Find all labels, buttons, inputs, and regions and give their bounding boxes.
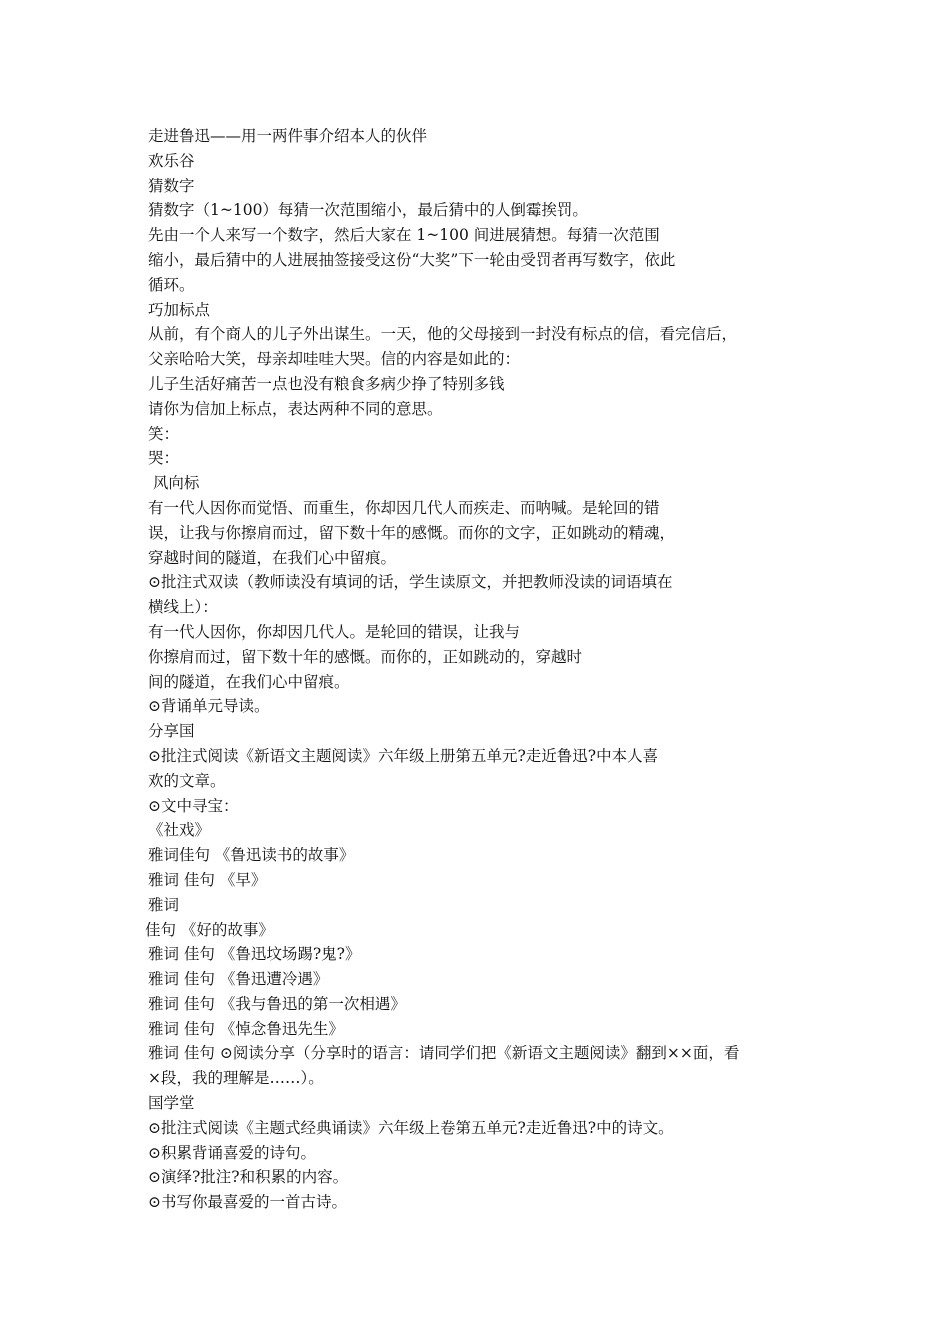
book-title-line: 雅词 佳句 《悼念鲁迅先生》 <box>148 1019 344 1038</box>
subsection-heading: 猜数字 <box>148 176 195 195</box>
paragraph-line: 儿子生活好痛苦一点也没有粮食多病少挣了特别多钱 <box>148 374 505 393</box>
document-title: 走进鲁迅——用一两件事介绍本人的伙伴 <box>148 127 428 145</box>
paragraph-line: 请你为信加上标点，表达两种不同的意思。 <box>148 399 443 418</box>
list-item: ⊙文中寻宝： <box>148 796 239 815</box>
list-item: ⊙演绎?批注?和积累的内容。 <box>148 1168 349 1187</box>
paragraph-line: 有一代人因你而觉悟、而重生，你却因几代人而疾走、而呐喊。是轮回的错 <box>148 498 660 517</box>
book-title-line: 雅词 <box>148 895 180 914</box>
book-title-line: 雅词 佳句 《早》 <box>148 870 267 889</box>
list-item: ⊙批注式双读（教师读没有填词的话，学生读原文，并把教师没读的词语填在 <box>148 573 673 592</box>
list-item: ⊙积累背诵喜爱的诗句。 <box>148 1143 316 1162</box>
book-title-line: 雅词佳句 《鲁迅读书的故事》 <box>148 846 355 865</box>
paragraph-line: 循环。 <box>148 275 195 294</box>
list-item: ⊙批注式阅读《新语文主题阅读》六年级上册第五单元?走近鲁迅?中本人喜 <box>148 746 659 765</box>
paragraph-line: ×段，我的理解是……）。 <box>148 1069 324 1088</box>
book-title-line: 雅词 佳句 《鲁迅坟场踢?鬼?》 <box>148 945 361 964</box>
list-item: 雅词 佳句 ⊙阅读分享（分享时的语言：请同学们把《新语文主题阅读》翻到××面，看 <box>148 1044 740 1063</box>
answer-label: 笑： <box>148 424 180 443</box>
book-title-line: 佳句 《好的故事》 <box>145 920 274 939</box>
paragraph-line: 横线上）： <box>148 598 218 617</box>
paragraph-line: 父亲哈哈大笑，母亲却哇哇大哭。信的内容是如此的： <box>148 350 521 369</box>
answer-label: 哭： <box>148 449 180 468</box>
paragraph-line: 穿越时间的隧道，在我们心中留痕。 <box>148 548 397 567</box>
paragraph-line: 欢的文章。 <box>148 771 226 790</box>
section-heading: 国学堂 <box>148 1094 195 1113</box>
paragraph-line: 误，让我与你擦肩而过，留下数十年的感慨。而你的文字，正如跳动的精魂， <box>148 523 676 542</box>
book-title-line: 雅词 佳句 《我与鲁迅的第一次相遇》 <box>148 994 406 1013</box>
paragraph-line: 先由一个人来写一个数字，然后大家在 1~100 间进展猜想。每猜一次范围 <box>148 226 660 245</box>
book-title-line: 雅词 佳句 《鲁迅遭冷遇》 <box>148 970 329 989</box>
list-item: ⊙背诵单元导读。 <box>148 697 270 716</box>
paragraph-line: 缩小，最后猜中的人进展抽签接受这份“大奖”下一轮由受罚者再写数字，依此 <box>148 250 676 269</box>
list-item: ⊙批注式阅读《主题式经典诵读》六年级上卷第五单元?走近鲁迅?中的诗文。 <box>148 1118 674 1137</box>
section-heading: 风向标 <box>148 474 200 493</box>
paragraph-line: 你擦肩而过，留下数十年的感慨。而你的，正如跳动的，穿越时 <box>148 647 583 666</box>
paragraph-line: 猜数字（1~100）每猜一次范围缩小，最后猜中的人倒霉挨罚。 <box>148 201 588 220</box>
paragraph-line: 从前，有个商人的儿子外出谋生。一天，他的父母接到一封没有标点的信，看完信后， <box>148 325 738 344</box>
book-title-line: 《社戏》 <box>148 821 211 840</box>
paragraph-line: 间的隧道，在我们心中留痕。 <box>148 672 350 691</box>
paragraph-line: 有一代人因你，你却因几代人。是轮回的错误，让我与 <box>148 622 521 641</box>
section-heading: 分享国 <box>148 722 195 741</box>
section-heading: 欢乐谷 <box>148 151 195 170</box>
document-body <box>145 124 808 1215</box>
list-item: ⊙书写你最喜爱的一首古诗。 <box>148 1193 347 1212</box>
subsection-heading: 巧加标点 <box>148 300 211 319</box>
